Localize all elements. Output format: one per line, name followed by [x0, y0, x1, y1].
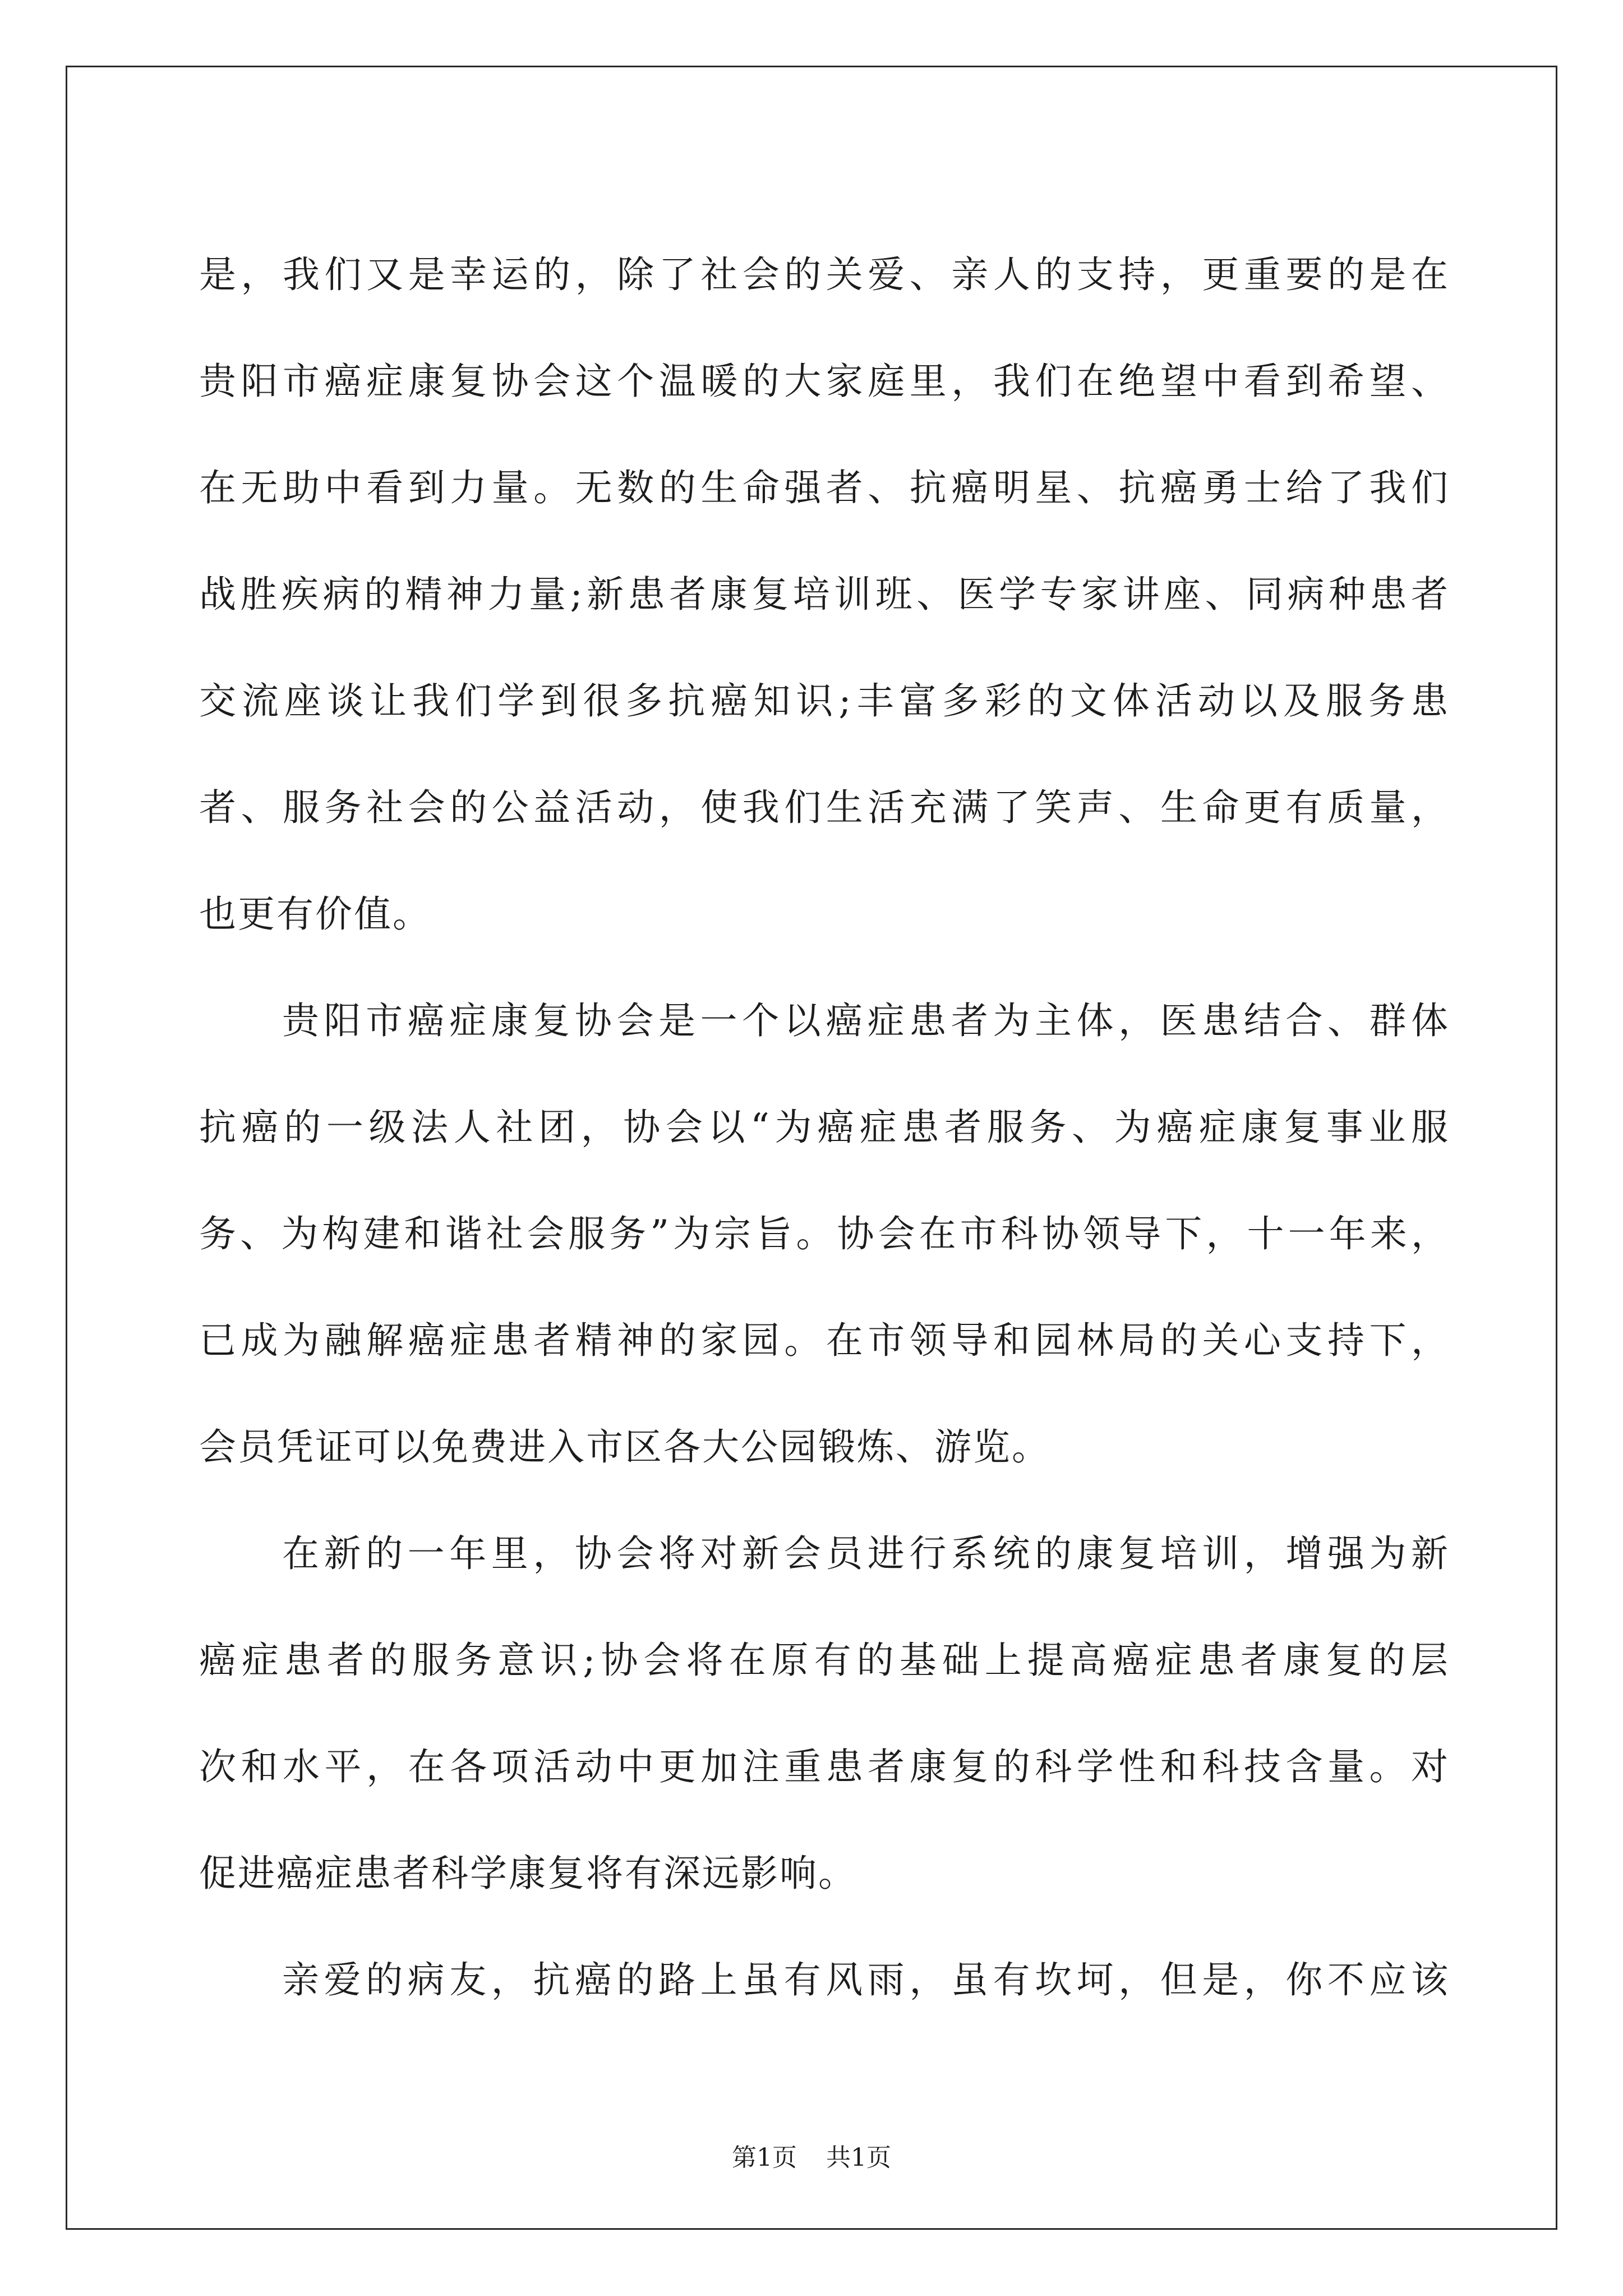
paragraph-3 — [199, 1501, 1450, 1927]
text-line: 贵阳市癌症康复协会这个温暖的大家庭里，我们在绝望中看到希望、 — [199, 360, 1450, 403]
text-line: 抗癌的一级法人社团，协会以“为癌症患者服务、为癌症康复事业服 — [199, 1106, 1450, 1149]
page-footer — [0, 2137, 1623, 2173]
text-line: 交流座谈让我们学到很多抗癌知识;丰富多彩的文体活动以及服务患 — [199, 679, 1450, 723]
text-line: 务、为构建和谐社会服务”为宗旨。协会在市科协领导下，十一年来， — [199, 1212, 1450, 1255]
text-line: 战胜疾病的精神力量;新患者康复培训班、医学专家讲座、同病种患者 — [199, 573, 1450, 616]
paragraph-1 — [199, 222, 1450, 968]
text-line: 亲爱的病友，抗癌的路上虽有风雨，虽有坎坷，但是，你不应该 — [282, 1958, 1450, 2001]
text-line: 贵阳市癌症康复协会是一个以癌症患者为主体，医患结合、群体 — [282, 999, 1450, 1042]
paragraph-4 — [199, 1927, 1450, 2033]
page-number: 第1页 — [732, 2143, 797, 2172]
text-line: 是，我们又是幸运的，除了社会的关爱、亲人的支持，更重要的是在 — [199, 253, 1450, 296]
text-line: 也更有价值。 — [199, 892, 431, 936]
paragraph-2 — [199, 968, 1450, 1501]
text-line: 会员凭证可以免费进入市区各大公园锻炼、游览。 — [199, 1425, 1050, 1469]
text-line: 次和水平，在各项活动中更加注重患者康复的科学性和科技含量。对 — [199, 1745, 1450, 1788]
text-line: 已成为融解癌症患者精神的家园。在市领导和园林局的关心支持下， — [199, 1319, 1450, 1362]
text-line: 促进癌症患者科学康复将有深远影响。 — [199, 1852, 857, 1895]
text-line: 在新的一年里，协会将对新会员进行系统的康复培训，增强为新 — [282, 1532, 1450, 1575]
document-body — [199, 222, 1450, 2033]
page-total: 共1页 — [826, 2143, 891, 2172]
text-line: 在无助中看到力量。无数的生命强者、抗癌明星、抗癌勇士给了我们 — [199, 466, 1450, 509]
text-line: 癌症患者的服务意识;协会将在原有的基础上提高癌症患者康复的层 — [199, 1639, 1450, 1682]
text-line: 者、服务社会的公益活动，使我们生活充满了笑声、生命更有质量， — [199, 786, 1450, 829]
